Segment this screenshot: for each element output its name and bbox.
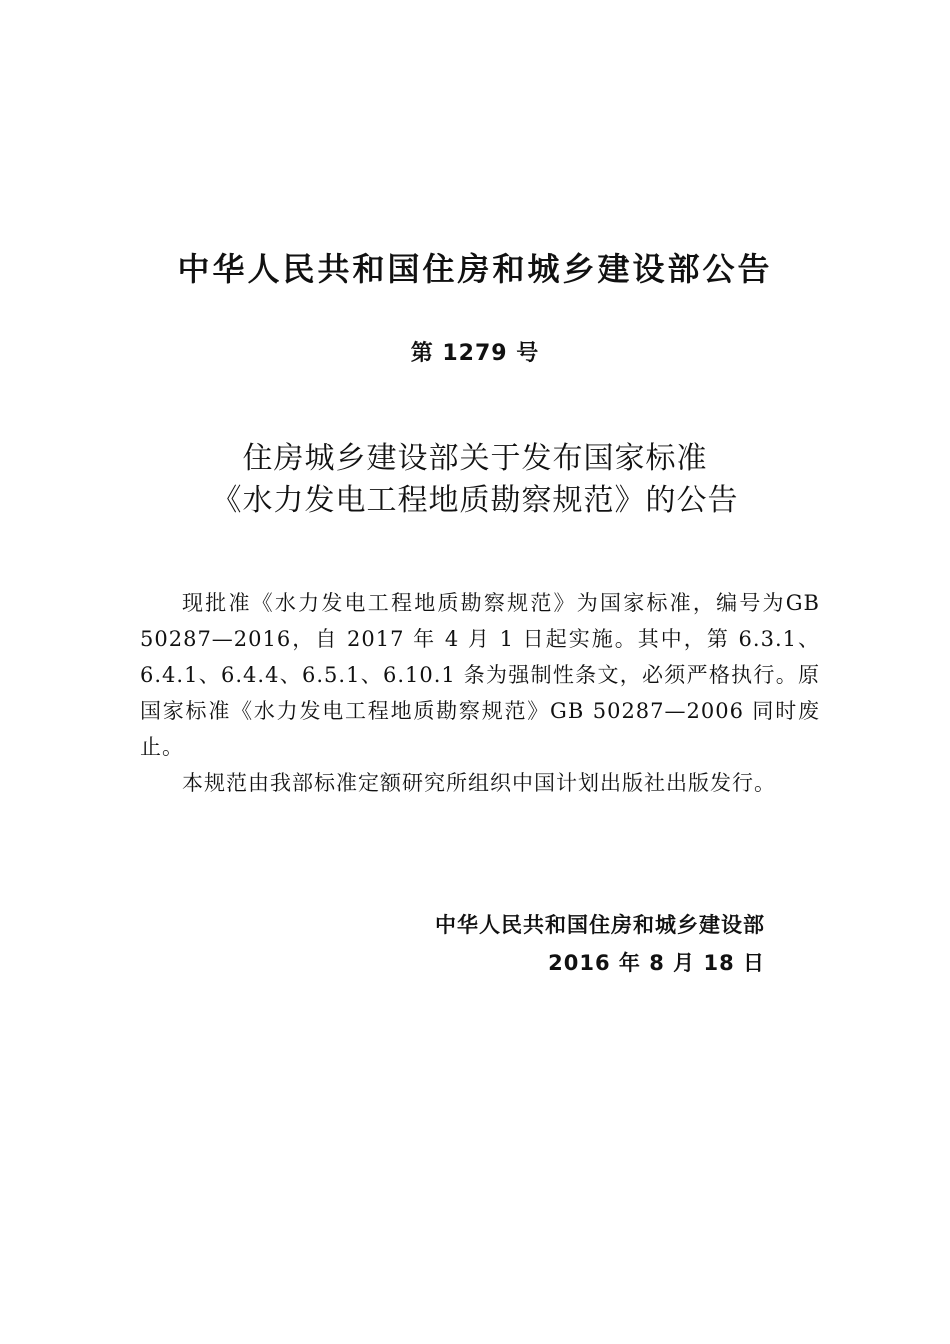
announcement-subtitle (0, 438, 950, 522)
signature-organization: 中华人民共和国住房和城乡建设部 (435, 913, 765, 937)
signature-block (0, 906, 765, 982)
announcement-body (140, 585, 820, 801)
body-paragraph-2: 本规范由我部标准定额研究所组织中国计划出版社出版发行。 (182, 771, 776, 795)
signature-date: 2016 年 8 月 18 日 (548, 951, 765, 975)
subtitle-line-2: 《水力发电工程地质勘察规范》的公告 (211, 483, 739, 518)
body-paragraph-1: 现批准《水力发电工程地质勘察规范》为国家标准，编号为GB 50287—2016，自 2017 年 4 月 1 日起实施。其中，第 6.3.1、6.4.1、6.4.4、6.5.1、6.10.1 条为强制性条文，必须严格执行。原国家标准《水力发电工程地质勘察规范》GB 50287—2006 同时废止。 (140, 591, 820, 759)
main-title: 中华人民共和国住房和城乡建设部公告 (177, 250, 773, 288)
subtitle-line-1: 住房城乡建设部关于发布国家标准 (242, 441, 708, 476)
announcement-number: 第 1279 号 (410, 341, 540, 366)
